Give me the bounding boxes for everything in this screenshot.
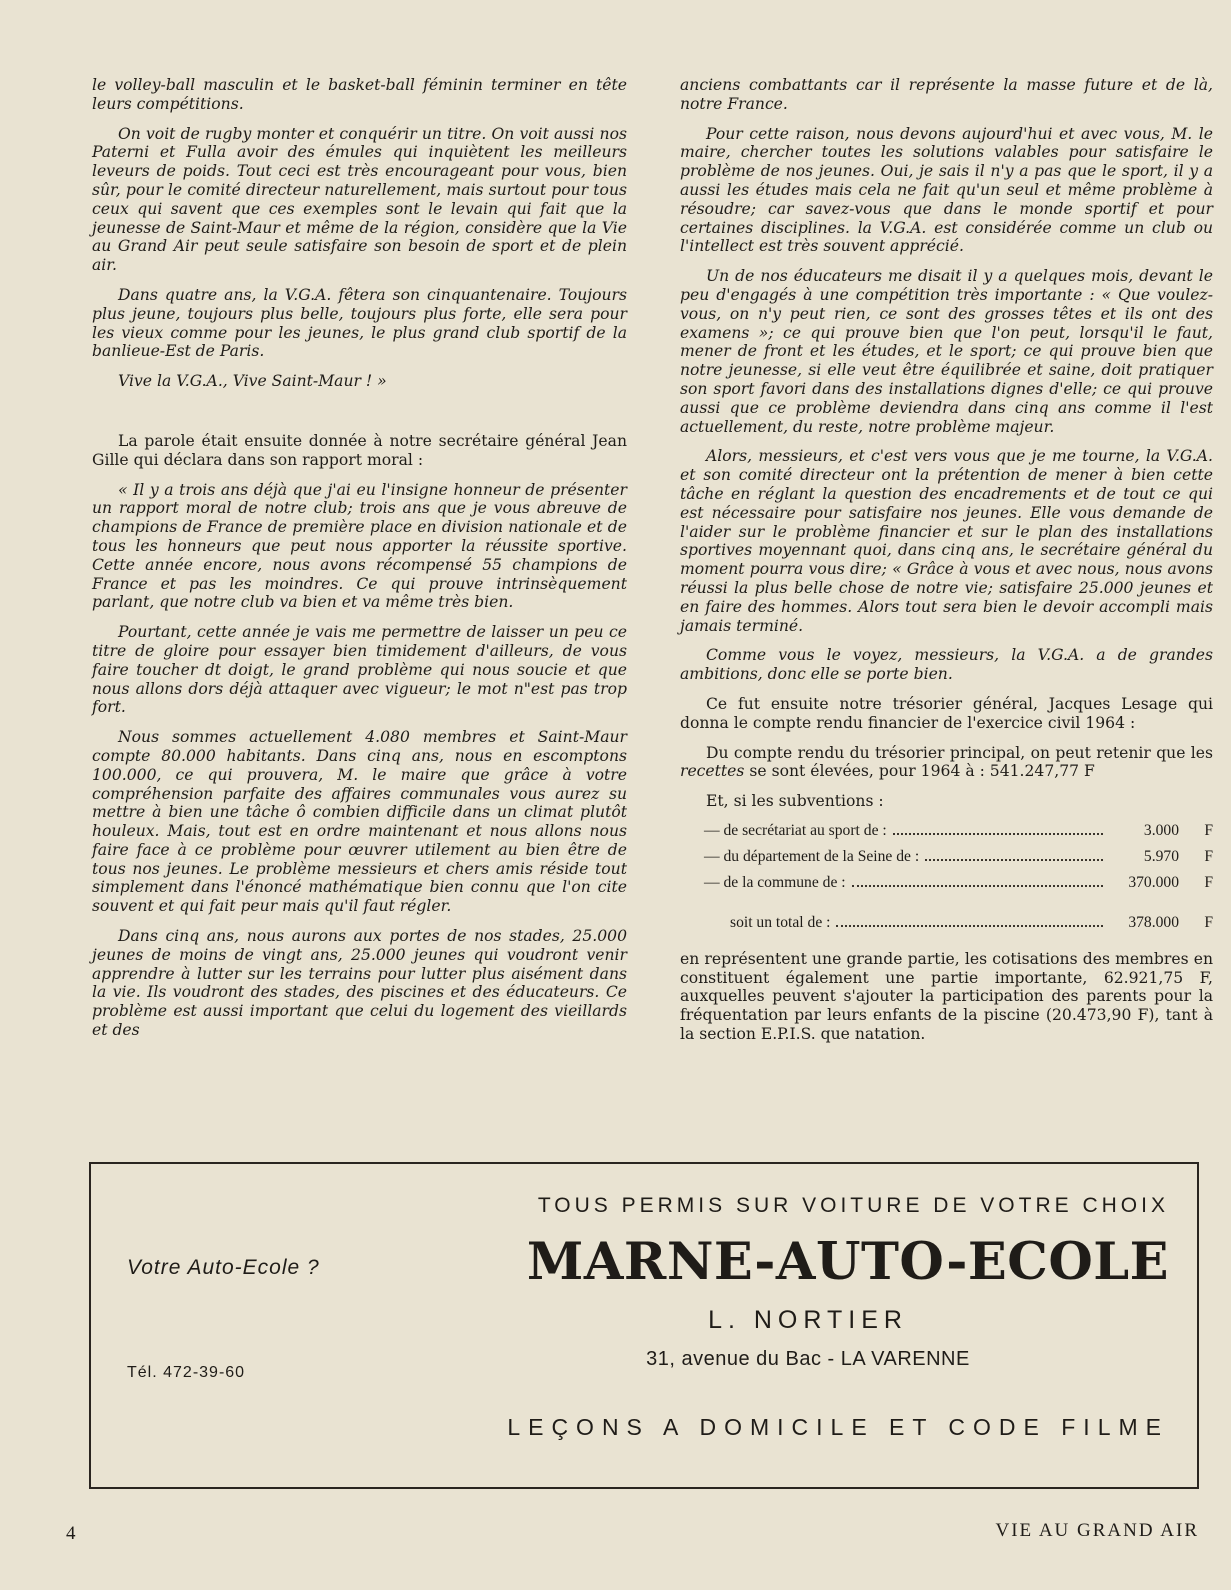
- ad-business-name: MARNE-AUTO-ECOLE: [526, 1232, 1169, 1292]
- ad-telephone: Tél. 472-39-60: [127, 1364, 246, 1381]
- right-column: [680, 76, 1213, 1055]
- ad-tagline: TOUS PERMIS SUR VOITURE DE VOTRE CHOIX: [537, 1194, 1169, 1217]
- paragraph: On voit de rugby monter et conquérir un titre. On voit aussi nos Paterni et Fulla avoir des émules qui inquiètent les meilleurs leveurs de poids. Tout ceci est très encourageant pour vous, bien sûr, pour le comité directeur naturellement, mais surtout pour tous ceux qui savent que ces exemples sont le levain qui fait que la jeunesse de Saint-Maur et même de la région, considère que la Vie au Grand Air peut seule satisfaire son besoin de sport et de plein air.: [92, 124, 627, 275]
- ad-question: Votre Auto-Ecole ?: [127, 1256, 320, 1279]
- paragraph: en représentent une grande partie, les cotisations des membres en constituent également une partie importante, 62.921,75 F, auxquelles peuvent s'ajouter la participation des parents pour la fréquentation par leurs enfants de la piscine (20.473,90 F), tant à la section E.P.I.S. que natation.: [680, 949, 1213, 1044]
- driving-school-advertisement: [89, 1162, 1199, 1489]
- paragraph: Ce fut ensuite notre trésorier général, Jacques Lesage qui donna le compte rendu financier de l'exercice civil 1964 :: [680, 694, 1213, 732]
- leader-dots: [925, 859, 1103, 861]
- ad-lessons: LEÇONS A DOMICILE ET CODE FILME: [507, 1414, 1169, 1440]
- leader-dots: [836, 925, 1103, 927]
- paragraph-revenue: Du compte rendu du trésorier principal, on peut retenir que les recettes se sont élevées, pour 1964 à : 541.247,77 F: [680, 743, 1213, 781]
- ad-address: 31, avenue du Bac - LA VARENNE: [646, 1348, 970, 1370]
- ledger-row: — de secrétariat au sport de : 3.000 F: [704, 821, 1213, 839]
- ledger-total: soit un total de : 378.000 F: [730, 913, 1213, 931]
- paragraph: Vive la V.G.A., Vive Saint-Maur ! »: [118, 372, 387, 391]
- paragraph: anciens combattants car il représente la masse future et de là, notre France.: [680, 76, 1213, 113]
- paragraph-gap: [92, 402, 627, 432]
- page-number: 4: [66, 1523, 76, 1544]
- paragraph: Pourtant, cette année je vais me permettre de laisser un peu ce titre de gloire pour essayer bien timidement d'ailleurs, de vous faire toucher dt doigt, le grand problème qui nous soucie et que nous allons dors déjà attaquer avec vigueur; le mot n"est pas trop fort.: [92, 623, 627, 717]
- paragraph: La parole était ensuite donnée à notre secrétaire général Jean Gille qui déclara dans son rapport moral :: [92, 431, 627, 469]
- ad-owner: L. NORTIER: [708, 1306, 908, 1334]
- leader-dots: [852, 885, 1103, 887]
- paragraph: Comme vous le voyez, messieurs, la V.G.A. a de grandes ambitions, donc elle se porte bien.: [680, 646, 1213, 684]
- subsidies-ledger: [680, 822, 1213, 940]
- paragraph: Et, si les subventions :: [706, 792, 884, 811]
- magazine-title: VIE AU GRAND AIR: [995, 1520, 1199, 1541]
- ledger-row: — du département de la Seine de : 5.970 F: [704, 847, 1213, 865]
- paragraph: Alors, messieurs, et c'est vers vous que je me tourne, la V.G.A. et son comité directeur ont la prétention de mener à bien cette tâche en réglant la question des encadrements et de tout ce qui est nécessaire pour satisfaire nos jeunes. Elle vous demande de l'aider sur le problème financier et sur le plan des installations sportives moyennant quoi, dans cinq ans, le secrétaire général du moment pourra vous dire; « Grâce à vous et avec nous, nous avons réussi la plus belle chose de notre vie; satisfaire 25.000 jeunes et en faire des hommes. Alors tout sera bien le devoir accompli mais jamais terminé.: [680, 447, 1213, 635]
- paragraph: le volley-ball masculin et le basket-ball féminin terminer en tête leurs compétitions.: [92, 76, 627, 113]
- ledger-row: — de la commune de : 370.000 F: [704, 873, 1213, 891]
- paragraph: Un de nos éducateurs me disait il y a quelques mois, devant le peu d'engagés à une compétition très importante : « Que voulez-vous, on n'y peut rien, ce sont des grosses têtes et ils ont des examens »; ce qui prouve bien que l'on peut, lorsqu'il le faut, mener de front et les études, et le sport; ce qui prouve bien que notre jeunesse, si elle veut être équilibrée et saine, doit pratiquer son sport favori dans des installations dignes d'elle; ce qui prouve aussi que ce problème deviendra dans cinq ans comme il l'est actuellement, du reste, notre problème majeur.: [680, 267, 1213, 436]
- paragraph: Dans quatre ans, la V.G.A. fêtera son cinquantenaire. Toujours plus jeune, toujours plus belle, toujours plus forte, elle sera pour les vieux comme pour les jeunes, le plus grand club sportif de la banlieue-Est de Paris.: [92, 285, 627, 361]
- paragraph: Dans cinq ans, nous aurons aux portes de nos stades, 25.000 jeunes de moins de vingt ans, 25.000 jeunes qui voudront venir apprendre à lutter sur les terrains pour lutter plus aisément dans la vie. Ils voudront des stades, des piscines et des éducateurs. Ce problème est aussi important que celui du logement des vieillards et des: [92, 927, 627, 1040]
- leader-dots: [893, 833, 1103, 835]
- paragraph: Pour cette raison, nous devons aujourd'hui et avec vous, M. le maire, chercher toutes les solutions valables pour satisfaire le problème de nos jeunes. Oui, je sais il n'y a pas que le sport, il y a aussi les études mais cela ne fait qu'un seul et même problème à résoudre; car savez-vous que dans le monde sportif et pour certaines disciplines. la V.G.A. est considérée comme un club ou l'intellect est très souvent apprécié.: [680, 124, 1213, 256]
- left-column: [92, 76, 627, 1051]
- paragraph: Nous sommes actuellement 4.080 membres et Saint-Maur compte 80.000 habitants. Dans cinq ans, nous en escomptons 100.000, ce qui prouvera, M. le maire que grâce à votre compréhension parfaite des affaires communales vous aurez su mettre à bien une tâche ô combien difficile dans un climat plutôt houleux. Mais, tout est en ordre maintenant et nous allons nous faire face à ce problème pour œuvrer utilement au bien être de tous nos jeunes. Le problème messieurs et chers amis réside tout simplement dans l'énoncé mathématique bien connu que l'on cite souvent et qui fait peur mais qu'il faut régler.: [92, 728, 627, 916]
- paragraph: « Il y a trois ans déjà que j'ai eu l'insigne honneur de présenter un rapport moral de notre club; trois ans que je vous abreuve de champions de France de première place en division nationale et de tous les honneurs que peut nous apporter la réussite sportive. Cette année encore, nous avons récompensé 55 champions de France et pas les moindres. Ce qui prouve intrinsèquement parlant, que notre club va bien et va même très bien.: [92, 480, 627, 612]
